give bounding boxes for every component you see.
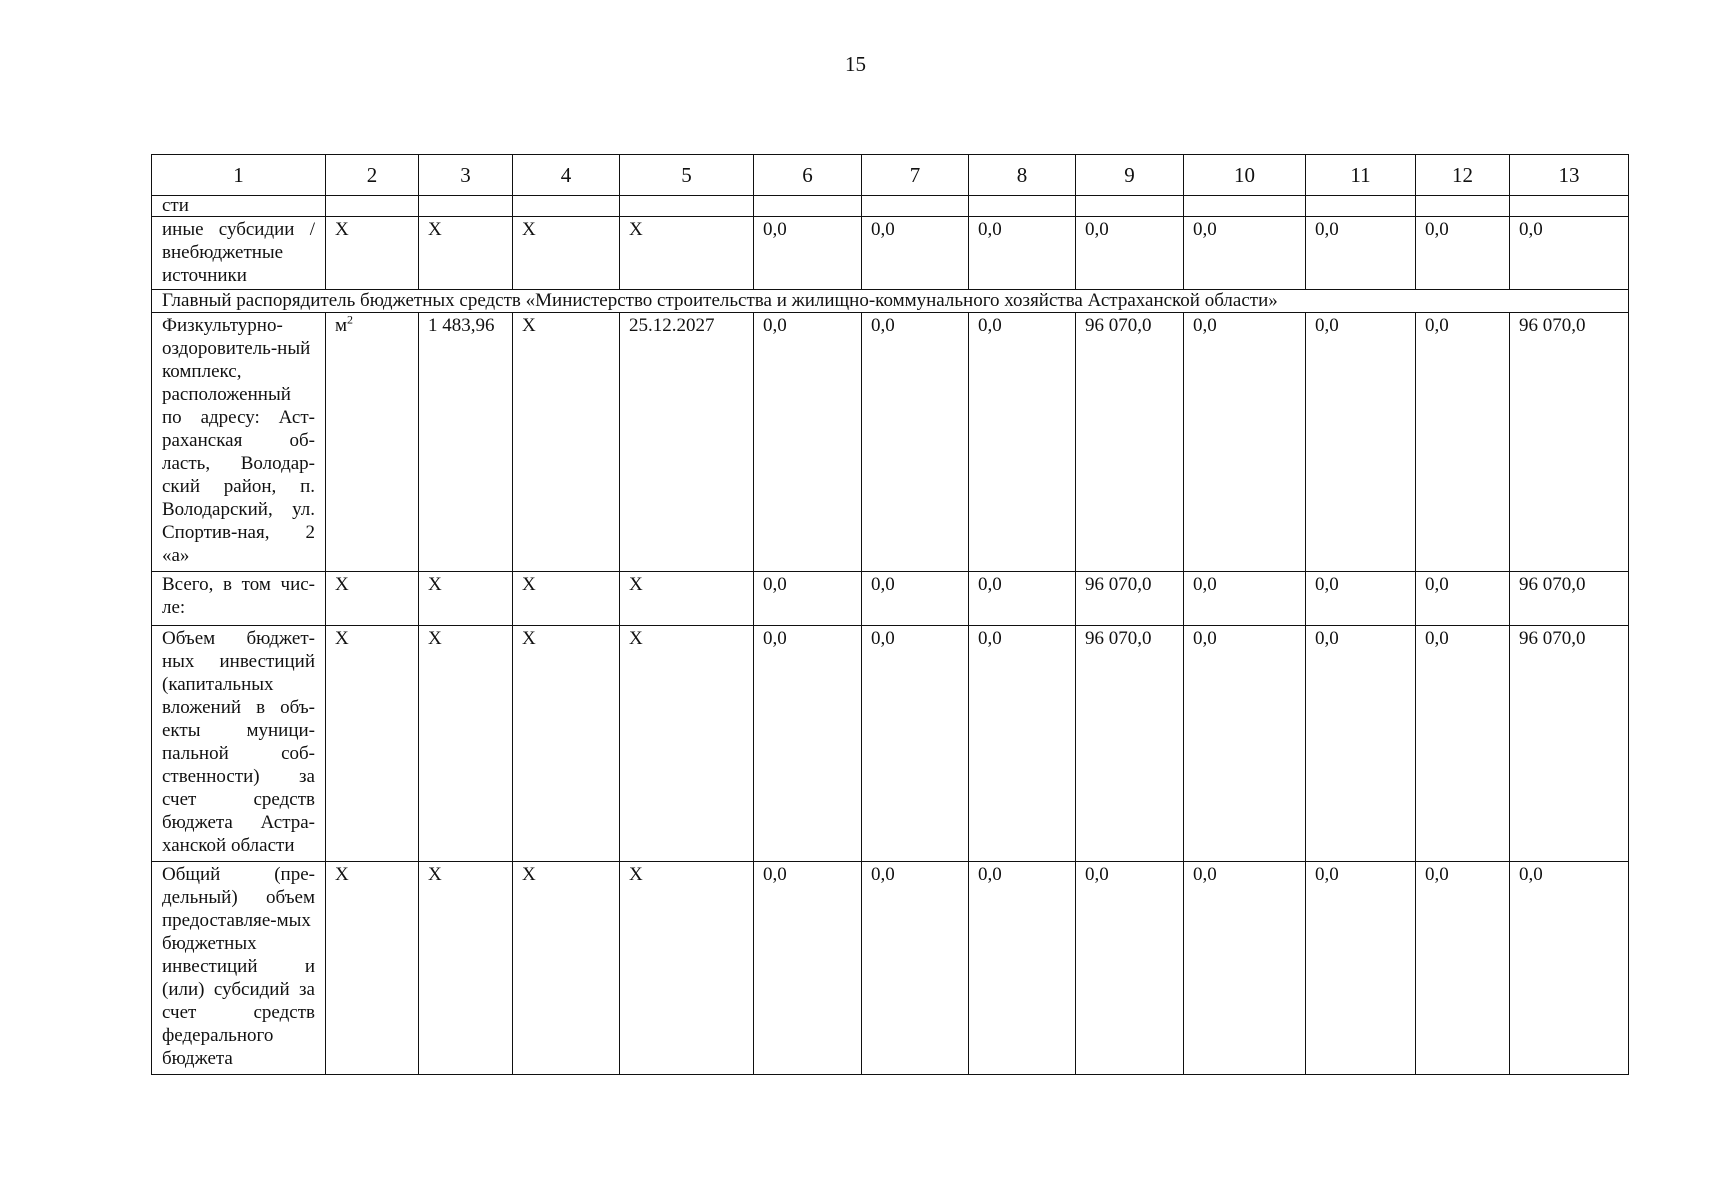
table-cell: 1 483,96: [419, 313, 513, 572]
table-cell: 0,0: [969, 572, 1076, 626]
table-cell: X: [419, 572, 513, 626]
row-description: сти: [152, 196, 326, 217]
table-cell: 0,0: [1184, 313, 1306, 572]
row-description: Физкультурно-оздоровитель-ный комплекс, расположенный по адресу: Аст-раханская об-ласть, Володар-ский район, п. Володарский, ул. Спортив-ная, 2 «а»: [152, 313, 326, 572]
table-cell: 0,0: [862, 626, 969, 862]
budget-table: [151, 154, 1629, 1075]
table-cell: 0,0: [1416, 626, 1510, 862]
table-cell: X: [513, 313, 620, 572]
table-cell: 0,0: [862, 313, 969, 572]
unit-label: м: [335, 315, 348, 336]
table-cell: 0,0: [1184, 862, 1306, 1075]
table-cell: 0,0: [754, 862, 862, 1075]
table-cell: [513, 196, 620, 217]
table-row-regional-budget-investments: [152, 626, 1629, 862]
table-cell: 0,0: [862, 217, 969, 290]
table-cell: 0,0: [1306, 313, 1416, 572]
column-number: 3: [419, 155, 513, 196]
column-number: 9: [1076, 155, 1184, 196]
table-cell: 0,0: [1076, 217, 1184, 290]
table-cell: [1416, 196, 1510, 217]
table-cell: 0,0: [1416, 313, 1510, 572]
column-number: 8: [969, 155, 1076, 196]
column-number: 13: [1510, 155, 1629, 196]
column-number: 11: [1306, 155, 1416, 196]
table-row-continuation: [152, 196, 1629, 217]
table-row-other-subsidies: [152, 217, 1629, 290]
table-cell: [620, 196, 754, 217]
column-number: 4: [513, 155, 620, 196]
row-description: Всего, в том чис-ле:: [152, 572, 326, 626]
table-row-total: [152, 572, 1629, 626]
table-cell: X: [513, 626, 620, 862]
table-cell: X: [326, 862, 419, 1075]
table-cell: 0,0: [1184, 626, 1306, 862]
column-number: 2: [326, 155, 419, 196]
table-cell: X: [620, 862, 754, 1075]
table-cell: X: [419, 862, 513, 1075]
table-cell: 0,0: [754, 313, 862, 572]
column-number: 7: [862, 155, 969, 196]
table-cell: 0,0: [969, 626, 1076, 862]
table-cell: 0,0: [862, 862, 969, 1075]
table-cell: 0,0: [1306, 217, 1416, 290]
table-cell: 0,0: [1510, 862, 1629, 1075]
group-heading: Главный распорядитель бюджетных средств «Министерство строительства и жилищно-коммунального хозяйства Астраханской области»: [152, 290, 1629, 313]
column-number-row: [152, 155, 1629, 196]
table-cell: X: [513, 862, 620, 1075]
table-cell: 25.12.2027: [620, 313, 754, 572]
table-cell: [1184, 196, 1306, 217]
column-number: 1: [152, 155, 326, 196]
table-cell: 0,0: [754, 626, 862, 862]
table-cell: 96 070,0: [1510, 313, 1629, 572]
column-number: 6: [754, 155, 862, 196]
column-number: 5: [620, 155, 754, 196]
column-number: 10: [1184, 155, 1306, 196]
table-cell: [1510, 196, 1629, 217]
table-cell: [862, 196, 969, 217]
row-description: иные субсидии / внебюджетные источники: [152, 217, 326, 290]
page-number: 15: [845, 52, 866, 76]
table-cell: 96 070,0: [1510, 626, 1629, 862]
table-row-budget-manager: [152, 290, 1629, 313]
table-cell: 96 070,0: [1076, 626, 1184, 862]
table-cell: 0,0: [1510, 217, 1629, 290]
table-cell: X: [513, 572, 620, 626]
table-cell: 0,0: [1184, 217, 1306, 290]
table-cell: 0,0: [969, 217, 1076, 290]
table-cell: X: [326, 217, 419, 290]
table-cell: 0,0: [862, 572, 969, 626]
table-cell: 0,0: [1306, 862, 1416, 1075]
unit-cell: [326, 313, 419, 572]
table-cell: X: [419, 626, 513, 862]
row-description: Объем бюджет-ных инвестиций (капитальных вложений в объ-екты муници-пальной соб-ственности) за счет средств бюджета Астра-ханской области: [152, 626, 326, 862]
table-cell: 0,0: [1306, 572, 1416, 626]
table-cell: 0,0: [969, 313, 1076, 572]
unit-superscript: 2: [347, 312, 354, 327]
table-cell: [1076, 196, 1184, 217]
table-cell: X: [326, 626, 419, 862]
table-cell: 0,0: [1184, 572, 1306, 626]
row-description: Общий (пре-дельный) объем предоставляе-мых бюджетных инвестиций и (или) субсидий за счет средств федерального бюджета: [152, 862, 326, 1075]
table-cell: 0,0: [1416, 862, 1510, 1075]
table-cell: 0,0: [754, 572, 862, 626]
table-cell: 0,0: [1416, 217, 1510, 290]
table-cell: 0,0: [969, 862, 1076, 1075]
column-number: 12: [1416, 155, 1510, 196]
table-cell: 0,0: [754, 217, 862, 290]
table-cell: X: [419, 217, 513, 290]
table-cell: X: [326, 572, 419, 626]
table-cell: X: [620, 217, 754, 290]
table-cell: [419, 196, 513, 217]
table-cell: 96 070,0: [1076, 572, 1184, 626]
table-cell: 96 070,0: [1076, 313, 1184, 572]
table-cell: [1306, 196, 1416, 217]
table-row-federal-budget-investments: [152, 862, 1629, 1075]
table-cell: [754, 196, 862, 217]
table-cell: X: [620, 572, 754, 626]
table-cell: 0,0: [1306, 626, 1416, 862]
table-cell: 96 070,0: [1510, 572, 1629, 626]
table-cell: 0,0: [1076, 862, 1184, 1075]
table-cell: 0,0: [1416, 572, 1510, 626]
table-row-sports-complex: [152, 313, 1629, 572]
table-cell: X: [513, 217, 620, 290]
table-cell: X: [620, 626, 754, 862]
table-cell: [969, 196, 1076, 217]
table-cell: [326, 196, 419, 217]
